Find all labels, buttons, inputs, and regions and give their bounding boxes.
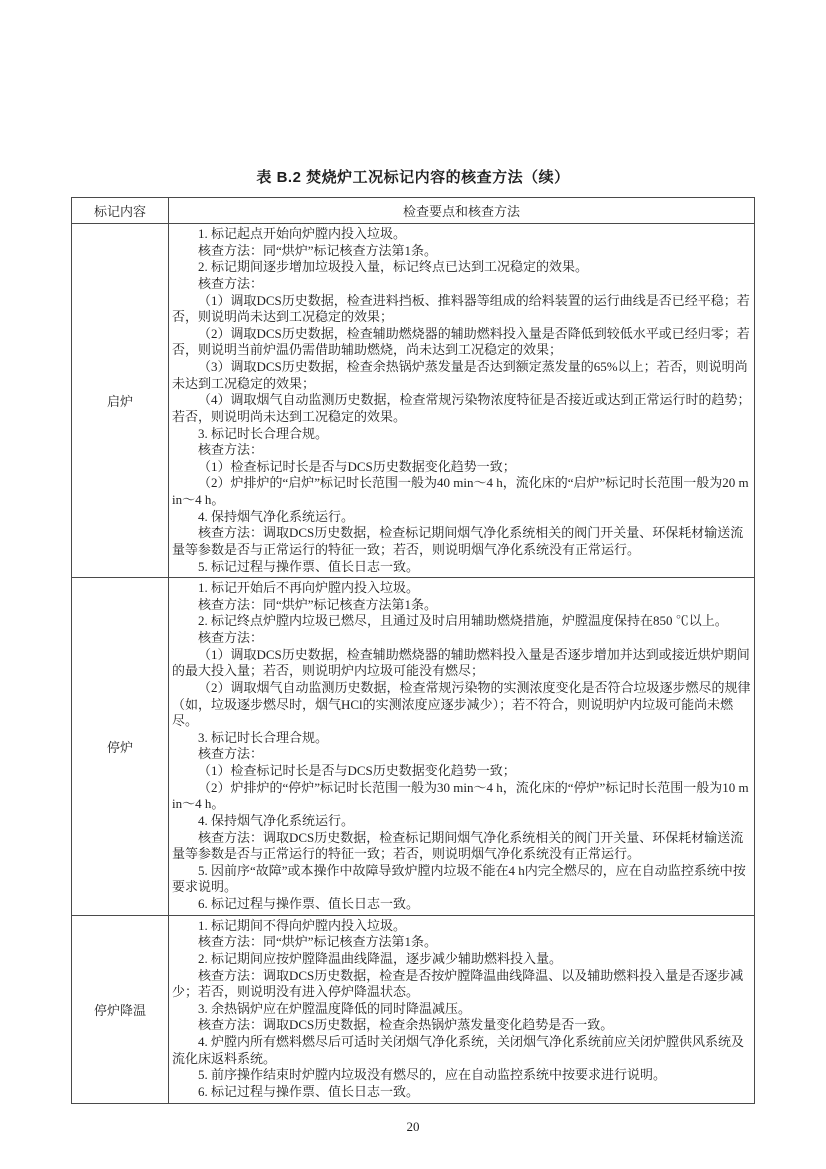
content-paragraph: 1. 标记期间不得向炉膛内投入垃圾。 xyxy=(198,917,407,933)
content-paragraph: （3）调取DCS历史数据，检查余热锅炉蒸发量是否达到额定蒸发量的65%以上；若否，则说明尚未达到工况稳定的效果； xyxy=(172,359,748,391)
table-body xyxy=(72,224,755,1104)
row-content xyxy=(169,578,755,916)
row-label: 停炉 xyxy=(72,578,169,916)
table-row xyxy=(72,578,755,916)
content-paragraph: 核查方法：调取DCS历史数据，检查余热锅炉蒸发量变化趋势是否一致。 xyxy=(198,1017,614,1033)
content-paragraph: 2. 标记期间应按炉膛降温曲线降温，逐步减少辅助燃料投入量。 xyxy=(198,950,563,966)
content-paragraph: 4. 炉膛内所有燃料燃尽后可适时关闭烟气净化系统，关闭烟气净化系统前应关闭炉膛供风系统及流化床返料系统。 xyxy=(172,1034,745,1066)
content-paragraph: （1）检查标记时长是否与DCS历史数据变化趋势一致； xyxy=(198,763,516,778)
table-row xyxy=(72,915,755,1103)
content-paragraph: （1）调取DCS历史数据，检查进料挡板、推料器等组成的给料装置的运行曲线是否已经平稳；若否，则说明尚未达到工况稳定的效果； xyxy=(172,292,750,325)
page-number: 20 xyxy=(406,1118,420,1134)
content-paragraph: 核查方法：同“烘炉”标记核查方法第1条。 xyxy=(198,242,438,258)
content-paragraph: 2. 标记期间逐步增加垃圾投入量，标记终点已达到工况稳定的效果。 xyxy=(198,259,589,275)
content-paragraph: 3. 标记时长合理合规。 xyxy=(198,425,329,441)
header-mark-content: 标记内容 xyxy=(72,198,169,224)
content-paragraph: 1. 标记起点开始向炉膛内投入垃圾。 xyxy=(198,226,407,241)
content-paragraph: 核查方法：同“烘炉”标记核查方法第1条。 xyxy=(198,934,438,950)
content-paragraph: 核查方法：同“烘炉”标记核查方法第1条。 xyxy=(198,596,438,612)
content-paragraph: 核查方法： xyxy=(198,442,264,458)
content-paragraph: 核查方法： xyxy=(198,275,264,291)
content-paragraph: （2）炉排炉的“启炉”标记时长范围一般为40 min～4 h，流化床的“启炉”标记时长范围一般为20 min～4 h。 xyxy=(172,475,749,507)
content-paragraph: 3. 标记时长合理合规。 xyxy=(198,729,329,745)
table-row xyxy=(72,224,755,578)
content-paragraph: 6. 标记过程与操作票、值长日志一致。 xyxy=(198,896,420,911)
content-paragraph: 4. 保持烟气净化系统运行。 xyxy=(198,508,355,524)
content-paragraph: 6. 标记过程与操作票、值长日志一致。 xyxy=(198,1083,420,1099)
table-title: 表 B.2 焚烧炉工况标记内容的核查方法（续） xyxy=(256,169,570,186)
content-paragraph: 核查方法：调取DCS历史数据，检查标记期间烟气净化系统相关的阀门开关量、环保耗材输送流量等参数是否与正常运行的特征一致；若否，则说明烟气净化系统没有正常运行。 xyxy=(172,525,744,557)
content-paragraph: （1）检查标记时长是否与DCS历史数据变化趋势一致； xyxy=(198,458,516,474)
row-label: 停炉降温 xyxy=(72,915,169,1103)
content-paragraph: 4. 保持烟气净化系统运行。 xyxy=(198,812,355,828)
content-paragraph: （2）调取DCS历史数据，检查辅助燃烧器的辅助燃料投入量是否降低到较低水平或已经归零；若否，则说明当前炉温仍需借助辅助燃烧，尚未达到工况稳定的效果； xyxy=(172,325,750,358)
check-method-table xyxy=(71,197,755,1104)
content-paragraph: 5. 因前序“故障”或本操作中故障导致炉膛内垃圾不能在4 h内完全燃尽的，应在自动监控系统中按要求说明。 xyxy=(172,862,746,895)
content-paragraph: 5. 前序操作结束时炉膛内垃圾没有燃尽的，应在自动监控系统中按要求进行说明。 xyxy=(198,1067,667,1083)
row-content xyxy=(169,224,755,578)
content-paragraph: 2. 标记终点炉膛内垃圾已燃尽，且通过及时启用辅助燃烧措施，炉膛温度保持在850 ℃以上。 xyxy=(198,613,728,629)
content-paragraph: 核查方法： xyxy=(198,746,264,762)
content-paragraph: （2）调取烟气自动监测历史数据，检查常规污染物的实测浓度变化是否符合垃圾逐步燃尽的规律（如，垃圾逐步燃尽时，烟气HCl的实测浓度应逐步减少）；若不符合，则说明炉内垃圾可能尚未燃尽。 xyxy=(172,679,751,729)
content-paragraph: （4）调取烟气自动监测历史数据，检查常规污染物浓度特征是否接近或达到正常运行时的趋势；若否，则说明尚未达到工况稳定的效果。 xyxy=(172,392,751,424)
content-paragraph: 核查方法：调取DCS历史数据，检查标记期间烟气净化系统相关的阀门开关量、环保耗材输送流量等参数是否与正常运行的特征一致；若否，则说明烟气净化系统没有正常运行。 xyxy=(172,829,744,862)
table-header-row xyxy=(72,198,755,224)
content-paragraph: 1. 标记开始后不再向炉膛内投入垃圾。 xyxy=(198,580,420,596)
row-content xyxy=(169,915,755,1103)
content-paragraph: 核查方法： xyxy=(198,630,264,645)
content-paragraph: 核查方法：调取DCS历史数据，检查是否按炉膛降温曲线降温、以及辅助燃料投入量是否逐步减少；若否，则说明没有进入停炉降温状态。 xyxy=(172,967,744,1000)
content-paragraph: 3. 余热锅炉应在炉膛温度降低的同时降温减压。 xyxy=(198,1000,472,1016)
content-paragraph: （2）炉排炉的“停炉”标记时长范围一般为30 min～4 h，流化床的“停炉”标记时长范围一般为10 min～4 h。 xyxy=(172,779,749,812)
header-check-method: 检查要点和核查方法 xyxy=(169,198,755,224)
content-paragraph: （1）调取DCS历史数据，检查辅助燃烧器的辅助燃料投入量是否逐步增加并达到或接近烘炉期间的最大投入量；若否，则说明炉内垃圾可能没有燃尽； xyxy=(172,646,750,679)
content-paragraph: 5. 标记过程与操作票、值长日志一致。 xyxy=(198,558,420,574)
row-label: 启炉 xyxy=(72,224,169,578)
